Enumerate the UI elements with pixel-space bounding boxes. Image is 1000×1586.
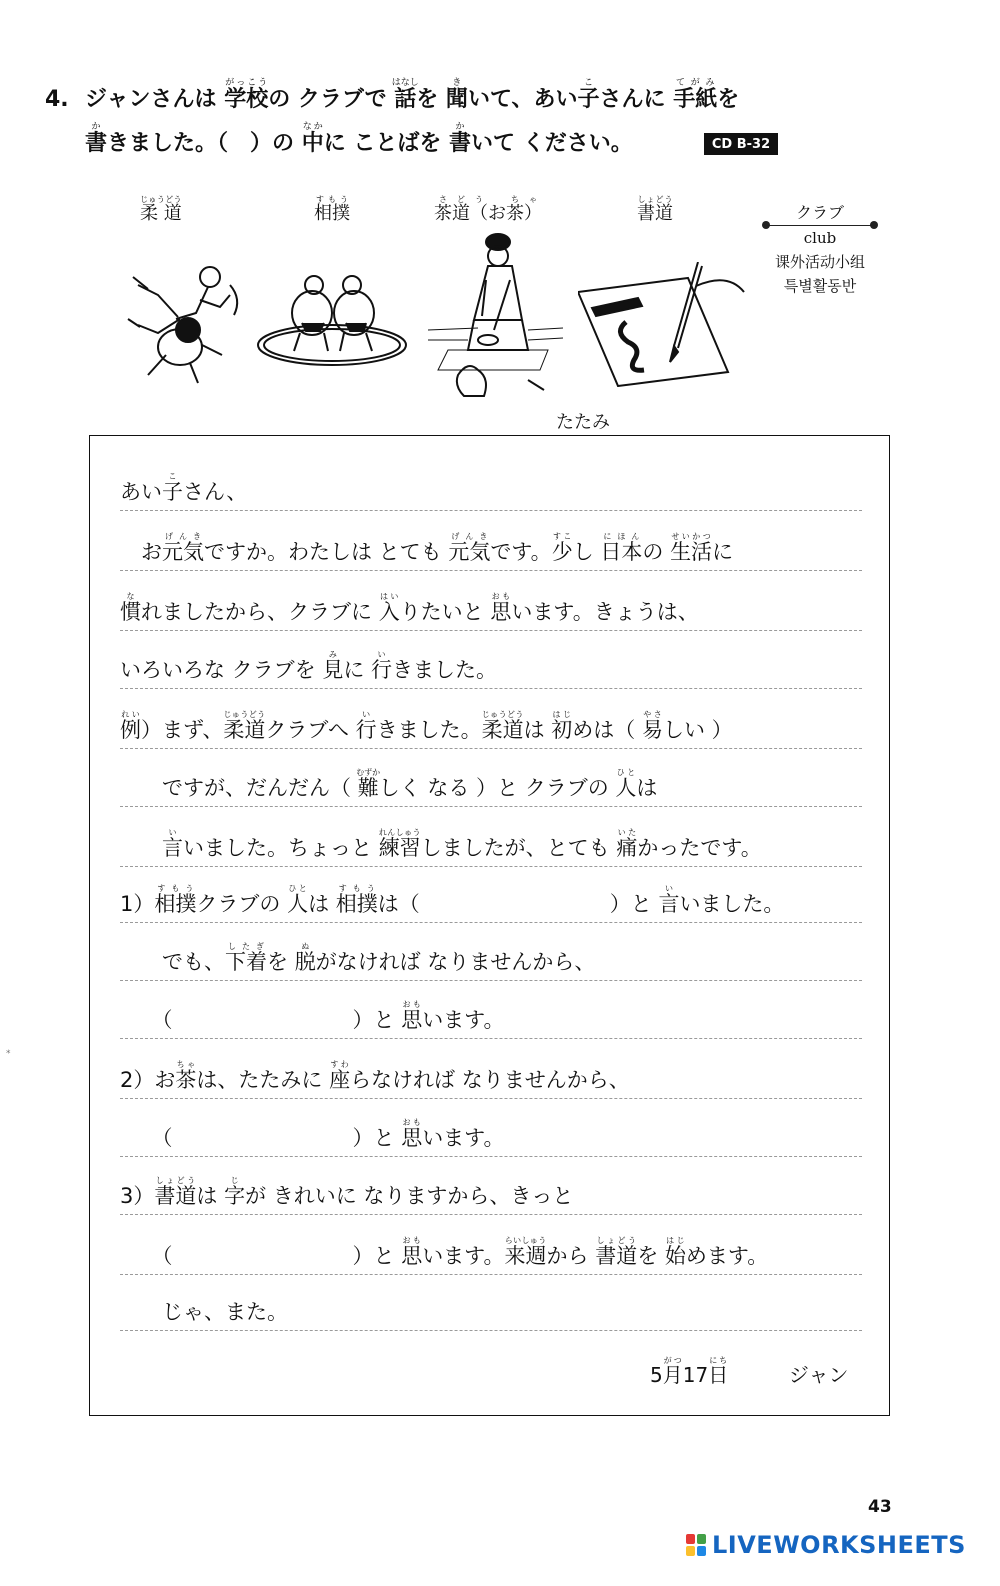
ruby-word: 見み (322, 650, 344, 682)
letter-row-q3: 3）書道しょどうは 字じが きれいに なりますから、きっと (120, 1174, 862, 1215)
ruby-word: 始はじ (664, 1236, 686, 1268)
glossary-chinese: 课外活动小组 (774, 253, 865, 271)
liveworksheets-brand (686, 1530, 966, 1560)
ruby-word: 人ひと (615, 768, 637, 800)
ruby-word: 月がつ (662, 1356, 683, 1387)
tatami-label: たたみ (556, 412, 610, 433)
club-label-calligraphy: 書道しょどう (637, 195, 673, 224)
question-line-1 (45, 78, 739, 113)
ruby-word: 思おも (401, 1236, 423, 1268)
club-label-tea-ceremony: 茶道（お茶）さどう ちゃ (434, 195, 542, 224)
ruby-word: 手紙てがみ (673, 78, 718, 112)
ruby-word: 日本にほん (600, 532, 643, 564)
ruby-word: 言い (162, 828, 183, 860)
ruby-word: 難むずか (356, 768, 381, 800)
ruby-word: 子こ (577, 78, 600, 112)
letter-row: ですが、だんだん（ 難むずかしく なる ）と クラブの 人ひとは (120, 766, 862, 807)
letter-date: 5月がつ17日にち (650, 1356, 729, 1387)
ruby-word: 生活せいかつ (670, 532, 713, 564)
letter-row-example: 例れい）まず、柔道じゅうどうクラブへ 行いきました。柔道じゅうどうは 初はじめは（ 易やさしい ） (120, 708, 862, 749)
ruby-word: 元気げんき (448, 532, 491, 564)
club-label-judo: 柔 道じゅうどう (140, 195, 182, 224)
ruby-word: 書か (449, 122, 472, 156)
ruby-word: 聞き (445, 78, 468, 112)
ruby-word: 学校がっこう (224, 78, 269, 112)
ruby-word: 易やさ (641, 710, 663, 742)
ruby-word: 日にち (708, 1356, 729, 1387)
letter-row-q2-answer: （ ）と 思おもいます。 (120, 1116, 862, 1157)
ruby-word: 字じ (224, 1176, 246, 1208)
tea-ceremony-illustration (428, 220, 566, 412)
logo-square (686, 1534, 695, 1544)
judo-throw-illustration (118, 255, 246, 385)
letter-signature: ジャン (788, 1363, 849, 1387)
club-label-sumo: 相撲すもう (314, 195, 350, 224)
logo-square (697, 1546, 706, 1556)
question-line-1-text: ジャンさんは 学校がっこうの クラブで 話はなしを 聞きいて、あい子こさんに 手紙てがみを (85, 78, 740, 112)
ruby-word: 行い (355, 710, 377, 742)
letter-row: 慣なれましたから、クラブに 入はいりたいと 思おもいます。きょうは、 (120, 590, 862, 631)
ruby-word: 相撲すもう (154, 884, 197, 916)
ruby-word: 行い (371, 650, 393, 682)
letter-row: じゃ、また。 (120, 1290, 862, 1331)
ruby-word: 例れい (120, 710, 141, 742)
letter-row-q1: 1）相撲すもうクラブの 人ひとは 相撲すもうは（ ）と 言いいました。 (120, 882, 862, 923)
ruby-word: 柔道じゅうどう (223, 710, 266, 742)
logo-square (697, 1534, 706, 1544)
letter-row: 言いいました。ちょっと 練習れんしゅうしましたが、とても 痛いたかったです。 (120, 826, 862, 867)
ruby-word: 茶ちゃ (175, 1060, 197, 1092)
bullet-dot-icon (870, 221, 878, 229)
page-number: 43 (868, 1497, 892, 1517)
ruby-word: 座すわ (329, 1060, 351, 1092)
ruby-word: 思おも (490, 592, 512, 624)
ruby-word: 中なか (301, 122, 324, 156)
ruby-word: 下着したぎ (225, 942, 267, 974)
liveworksheets-wordmark: LIVEWORKSHEETS (712, 1531, 966, 1559)
vocabulary-glossary (760, 200, 880, 298)
letter-row-q3-answer: （ ）と 思おもいます。来週らいしゅうから 書道しょどうを 始はじめます。 (120, 1234, 862, 1275)
ruby-word: 書道しょどう (595, 1236, 638, 1268)
sumo-wrestlers-illustration (254, 255, 414, 375)
liveworksheets-logo-icon (686, 1534, 706, 1556)
ruby-word: 慣な (120, 592, 141, 624)
glossary-english: club (803, 229, 837, 247)
calligraphy-illustration (578, 262, 748, 387)
ruby-word: 言い (658, 884, 680, 916)
letter-row-q1-answer: （ ）と 思おもいます。 (120, 998, 862, 1039)
ruby-word: 思おも (401, 1000, 423, 1032)
glossary-korean: 특별활동반 (783, 277, 857, 295)
letter-row: お元気げんきですか。わたしは とても 元気げんきです。少すこし 日本にほんの 生活せいかつに (120, 530, 862, 571)
question-number: 4. (45, 87, 69, 112)
ruby-word: 来週らいしゅう (504, 1236, 547, 1268)
ruby-word: 人ひと (287, 884, 309, 916)
letter-row: あい子こさん、 (120, 470, 862, 511)
glossary-term: クラブ (760, 200, 880, 226)
letter-row-q2: 2）お茶ちゃは、たたみに 座すわらなければ なりませんから、 (120, 1058, 862, 1099)
ruby-word: 脱ぬ (294, 942, 316, 974)
ruby-word: 子こ (162, 472, 183, 504)
scan-speck: * (6, 1049, 11, 1059)
ruby-word: 初はじ (551, 710, 573, 742)
letter-signoff (650, 1356, 849, 1388)
letter-row: でも、下着したぎを 脱ぬがなければ なりませんから、 (120, 940, 862, 981)
letter-row: いろいろな クラブを 見みに 行いきました。 (120, 648, 862, 689)
ruby-word: 痛いた (616, 828, 638, 860)
ruby-word: 練習れんしゅう (378, 828, 421, 860)
bullet-dot-icon (762, 221, 770, 229)
ruby-word: 柔道じゅうどう (481, 710, 524, 742)
ruby-word: 少すこ (551, 532, 573, 564)
ruby-word: 相撲すもう (335, 884, 378, 916)
logo-square (686, 1546, 695, 1556)
ruby-word: 話はなし (391, 78, 419, 112)
cd-track-badge: CD B-32 (704, 133, 778, 155)
ruby-word: 書道しょどう (154, 1176, 197, 1208)
question-line-2 (85, 122, 633, 157)
ruby-word: 入はい (378, 592, 400, 624)
question-line-2-text: 書かきました。（ ）の 中なかに ことばを 書かいて ください。 (85, 122, 633, 156)
ruby-word: 思おも (401, 1118, 423, 1150)
ruby-word: 書か (85, 122, 108, 156)
ruby-word: 元気げんき (162, 532, 204, 564)
